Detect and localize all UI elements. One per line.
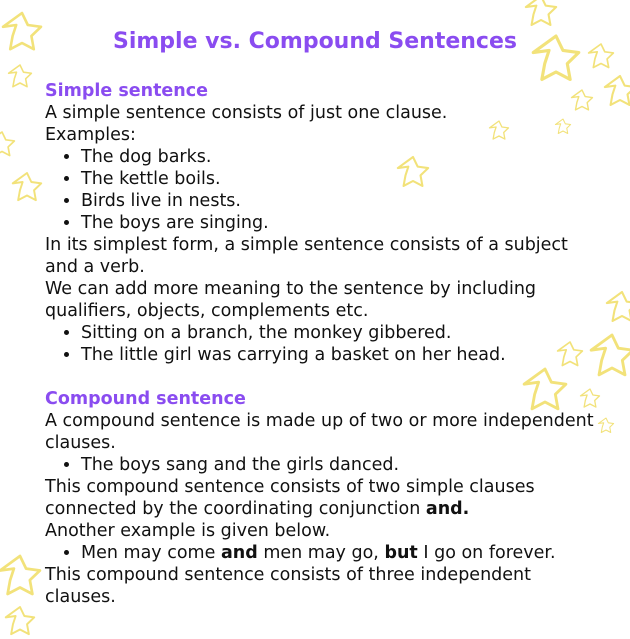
example2-bold-and: and	[220, 543, 258, 563]
compound-intro: A compound sentence is made up of two or more independent clauses.	[45, 411, 594, 453]
simple-intro: A simple sentence consists of just one clause.	[45, 103, 448, 123]
content	[45, 28, 595, 608]
compound-para1-text: This compound sentence consists of two simple clauses connected by the coordinating conjunction	[45, 477, 535, 519]
star-icon	[591, 335, 630, 375]
star-icon	[605, 76, 630, 105]
star-icon	[9, 65, 32, 87]
star-icon	[0, 556, 40, 594]
star-icon	[607, 292, 630, 321]
star-icon	[598, 418, 613, 432]
examples-label: Examples:	[45, 125, 136, 145]
simple-examples2-list	[45, 322, 595, 366]
example2-part3: I go on forever.	[423, 543, 556, 563]
example2-bold-but: but	[384, 543, 418, 563]
list-item	[81, 542, 595, 564]
simple-para2: We can add more meaning to the sentence by including qualifiers, objects, complements etc.	[45, 279, 537, 321]
compound-para1	[45, 476, 595, 520]
star-icon	[13, 173, 42, 200]
star-icon	[0, 132, 14, 156]
compound-example1-list	[45, 454, 595, 476]
list-item: • The dog barks.	[81, 146, 595, 168]
compound-heading: Compound sentence	[45, 389, 246, 409]
list-item: • Sitting on a branch, the monkey gibbered.	[81, 322, 595, 344]
page-title: Simple vs. Compound Sentences	[113, 29, 517, 54]
star-icon	[6, 607, 35, 634]
simple-examples-list	[45, 146, 595, 234]
list-item: • The boys are singing.	[81, 212, 595, 234]
list-item: • The kettle boils.	[81, 168, 595, 190]
compound-example2-list	[45, 542, 595, 564]
list-item: • The boys sang and the girls danced.	[81, 454, 595, 476]
conjunction-and: and.	[425, 499, 470, 519]
example2-part1: Men may come	[81, 543, 216, 563]
list-item: • Birds live in nests.	[81, 190, 595, 212]
simple-para1: In its simplest form, a simple sentence consists of a subject and a verb.	[45, 235, 568, 277]
simple-heading: Simple sentence	[45, 81, 209, 101]
star-icon	[526, 0, 556, 25]
list-item: • The little girl was carrying a basket on her head.	[81, 344, 595, 366]
compound-para2: Another example is given below.	[45, 521, 331, 541]
example2-part2: men may go,	[263, 543, 379, 563]
compound-para3: This compound sentence consists of three independent clauses.	[45, 565, 531, 607]
